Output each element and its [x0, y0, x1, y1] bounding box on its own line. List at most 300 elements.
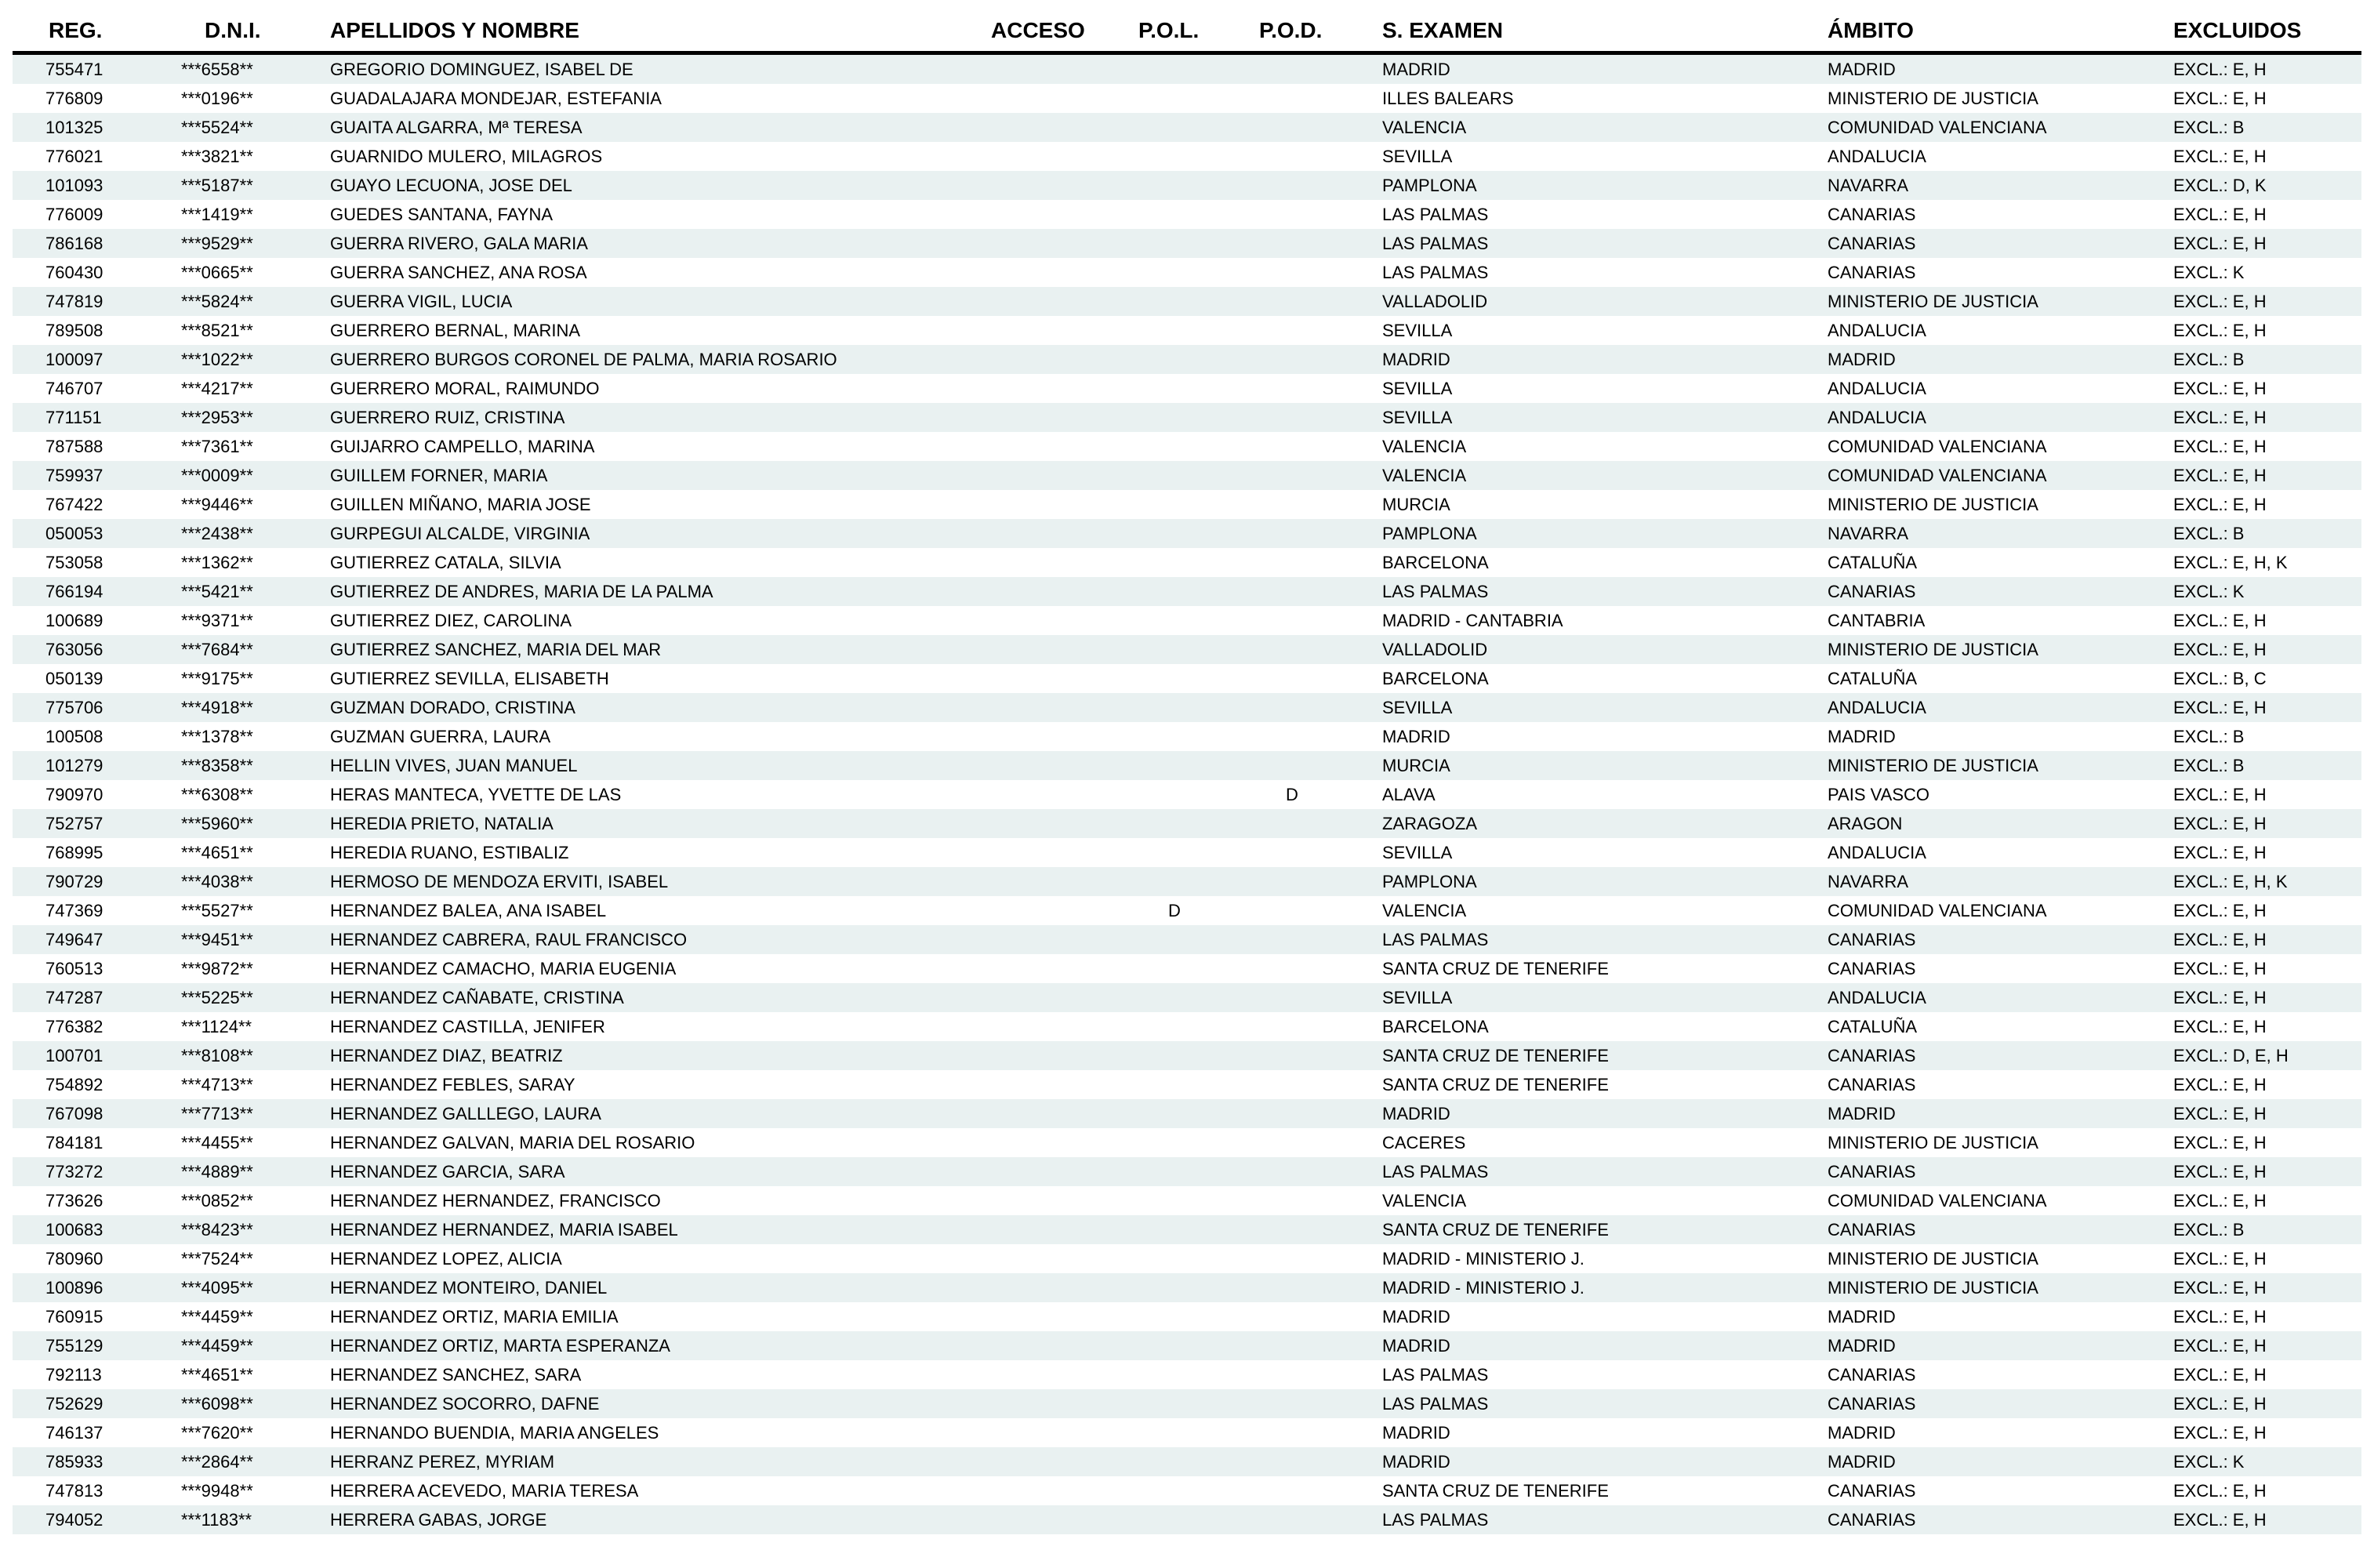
cell-acceso: [969, 809, 1118, 838]
cell-pol: [1118, 519, 1236, 548]
cell-examen: ZARAGOZA: [1382, 814, 1478, 833]
cell-examen: BARCELONA: [1382, 1017, 1489, 1036]
cell-pod: [1236, 983, 1353, 1012]
cell-dni: ***9948**: [181, 1481, 253, 1501]
cell-examen: MADRID: [1382, 727, 1450, 746]
cell-pol: [1118, 548, 1236, 577]
table-row: [13, 1244, 2361, 1273]
cell-acceso: [969, 896, 1118, 925]
cell-name: HEREDIA RUANO, ESTIBALIZ: [330, 843, 569, 862]
cell-acceso: [969, 1360, 1118, 1389]
cell-pod: [1236, 664, 1353, 693]
cell-pod: [1236, 867, 1353, 896]
cell-pod: [1236, 142, 1353, 171]
cell-dni: ***5524**: [181, 118, 253, 137]
cell-examen: ALAVA: [1382, 785, 1436, 804]
cell-pod: [1236, 1331, 1353, 1360]
cell-ambito: CANARIAS: [1828, 263, 1916, 282]
cell-pod: [1236, 1157, 1353, 1186]
cell-examen: SANTA CRUZ DE TENERIFE: [1382, 959, 1609, 978]
cell-pod: [1236, 432, 1353, 461]
cell-dni: ***4713**: [181, 1075, 253, 1094]
cell-pod: [1236, 1418, 1353, 1447]
cell-excluidos: EXCL.: E, H: [2173, 205, 2267, 224]
cell-ambito: CANARIAS: [1828, 959, 1916, 978]
cell-ambito: PAIS VASCO: [1828, 785, 1930, 804]
cell-pol: [1118, 1360, 1236, 1389]
cell-name: GUERRERO RUIZ, CRISTINA: [330, 408, 565, 427]
cell-reg: 784181: [45, 1133, 103, 1152]
cell-name: HERNANDEZ CAMACHO, MARIA EUGENIA: [330, 959, 677, 978]
cell-pol: [1118, 287, 1236, 316]
cell-pol: [1118, 1157, 1236, 1186]
cell-dni: ***7713**: [181, 1104, 253, 1123]
cell-name: GUAYO LECUONA, JOSE DEL: [330, 176, 572, 195]
cell-pod: [1236, 316, 1353, 345]
cell-name: HERNANDEZ CABRERA, RAUL FRANCISCO: [330, 930, 688, 949]
table-row: [13, 374, 2361, 403]
cell-acceso: [969, 635, 1118, 664]
cell-ambito: MINISTERIO DE JUSTICIA: [1828, 1249, 2038, 1269]
cell-dni: ***2953**: [181, 408, 253, 427]
cell-reg: 050053: [45, 524, 103, 543]
cell-acceso: [969, 1505, 1118, 1534]
cell-reg: 100896: [45, 1278, 103, 1298]
cell-excluidos: EXCL.: E, H: [2173, 785, 2267, 804]
cell-acceso: [969, 287, 1118, 316]
cell-reg: 755471: [45, 60, 103, 79]
cell-name: GUTIERREZ DIEZ, CAROLINA: [330, 611, 572, 630]
cell-ambito: CANARIAS: [1828, 234, 1916, 253]
cell-acceso: [969, 345, 1118, 374]
cell-excluidos: EXCL.: E, H: [2173, 1191, 2267, 1210]
column-header-pod: P.O.D.: [1236, 0, 1353, 53]
table-row: [13, 896, 2361, 925]
cell-pod: [1236, 229, 1353, 258]
cell-name: HERNANDEZ BALEA, ANA ISABEL: [330, 901, 607, 920]
cell-acceso: [969, 954, 1118, 983]
cell-ambito: MADRID: [1828, 60, 1896, 79]
table-row: [13, 983, 2361, 1012]
table-body: [13, 53, 2361, 1535]
cell-dni: ***8521**: [181, 321, 253, 340]
cell-acceso: [969, 1099, 1118, 1128]
cell-excluidos: EXCL.: E, H: [2173, 466, 2267, 485]
cell-dni: ***1124**: [181, 1017, 252, 1036]
cell-reg: 759937: [45, 466, 103, 485]
cell-dni: ***6558**: [181, 60, 253, 79]
cell-name: GUTIERREZ SEVILLA, ELISABETH: [330, 669, 609, 688]
cell-acceso: [969, 1244, 1118, 1273]
cell-pod: [1236, 925, 1353, 954]
registry-table: [13, 0, 2361, 1534]
cell-acceso: [969, 1041, 1118, 1070]
cell-reg: 100683: [45, 1220, 103, 1240]
cell-ambito: MADRID: [1828, 1104, 1896, 1123]
cell-ambito: CANARIAS: [1828, 930, 1916, 949]
table-row: [13, 577, 2361, 606]
cell-ambito: MINISTERIO DE JUSTICIA: [1828, 292, 2038, 311]
cell-pol: [1118, 1070, 1236, 1099]
cell-name: HERNANDEZ SOCORRO, DAFNE: [330, 1394, 600, 1414]
cell-pol: [1118, 171, 1236, 200]
cell-examen: VALLADOLID: [1382, 292, 1488, 311]
cell-pol: [1118, 954, 1236, 983]
table-row: [13, 84, 2361, 113]
cell-examen: SANTA CRUZ DE TENERIFE: [1382, 1046, 1609, 1065]
cell-pod: [1236, 1128, 1353, 1157]
cell-pol: [1118, 1476, 1236, 1505]
cell-reg: 790729: [45, 872, 103, 891]
cell-ambito: COMUNIDAD VALENCIANA: [1828, 437, 2047, 456]
cell-ambito: CANARIAS: [1828, 1162, 1916, 1181]
cell-reg: 752629: [45, 1394, 103, 1414]
cell-pol: [1118, 53, 1236, 85]
cell-pod: [1236, 838, 1353, 867]
table-row: [13, 432, 2361, 461]
cell-pod: [1236, 1012, 1353, 1041]
cell-dni: ***1022**: [181, 350, 253, 369]
cell-reg: 773272: [45, 1162, 103, 1181]
cell-pol: [1118, 345, 1236, 374]
table-row: [13, 113, 2361, 142]
cell-name: HERNANDEZ SANCHEZ, SARA: [330, 1365, 582, 1385]
table-row: [13, 403, 2361, 432]
cell-excluidos: EXCL.: E, H: [2173, 1162, 2267, 1181]
cell-examen: LAS PALMAS: [1382, 1162, 1489, 1181]
cell-ambito: MINISTERIO DE JUSTICIA: [1828, 495, 2038, 514]
cell-excluidos: EXCL.: E, H: [2173, 495, 2267, 514]
cell-acceso: [969, 1070, 1118, 1099]
cell-excluidos: EXCL.: E, H: [2173, 292, 2267, 311]
cell-examen: MADRID - MINISTERIO J.: [1382, 1278, 1584, 1298]
cell-dni: ***1183**: [181, 1510, 252, 1530]
cell-examen: SEVILLA: [1382, 147, 1453, 166]
cell-name: GUTIERREZ SANCHEZ, MARIA DEL MAR: [330, 640, 662, 659]
cell-examen: SEVILLA: [1382, 408, 1453, 427]
cell-name: HERNANDEZ GARCIA, SARA: [330, 1162, 565, 1181]
cell-pod: [1236, 693, 1353, 722]
cell-dni: ***0196**: [181, 89, 253, 108]
cell-excluidos: EXCL.: E, H: [2173, 437, 2267, 456]
cell-name: GUZMAN DORADO, CRISTINA: [330, 698, 575, 717]
cell-reg: 776021: [45, 147, 103, 166]
cell-pod: [1236, 345, 1353, 374]
cell-name: GUTIERREZ CATALA, SILVIA: [330, 553, 561, 572]
cell-pol: [1118, 1389, 1236, 1418]
cell-pod: [1236, 954, 1353, 983]
cell-examen: LAS PALMAS: [1382, 263, 1489, 282]
cell-pol: [1118, 1505, 1236, 1534]
cell-excluidos: EXCL.: E, H, K: [2173, 553, 2288, 572]
cell-pol: [1118, 1128, 1236, 1157]
cell-examen: SANTA CRUZ DE TENERIFE: [1382, 1075, 1609, 1094]
cell-excluidos: EXCL.: E, H: [2173, 611, 2267, 630]
cell-dni: ***4889**: [181, 1162, 253, 1181]
cell-reg: 767422: [45, 495, 103, 514]
cell-dni: ***5960**: [181, 814, 253, 833]
cell-excluidos: EXCL.: K: [2173, 582, 2245, 601]
cell-examen: SEVILLA: [1382, 843, 1453, 862]
cell-pol: [1118, 1012, 1236, 1041]
table-row: [13, 142, 2361, 171]
table-row: [13, 53, 2361, 85]
cell-excluidos: EXCL.: E, H: [2173, 1423, 2267, 1443]
cell-dni: ***9446**: [181, 495, 253, 514]
cell-pod: [1236, 1476, 1353, 1505]
cell-pol: [1118, 1447, 1236, 1476]
cell-dni: ***5527**: [181, 901, 253, 920]
cell-ambito: CANARIAS: [1828, 1075, 1916, 1094]
cell-ambito: ANDALUCIA: [1828, 843, 1926, 862]
cell-excluidos: EXCL.: E, H: [2173, 930, 2267, 949]
cell-acceso: [969, 577, 1118, 606]
cell-reg: 746137: [45, 1423, 103, 1443]
cell-examen: VALLADOLID: [1382, 640, 1488, 659]
cell-reg: 786168: [45, 234, 103, 253]
cell-excluidos: EXCL.: K: [2173, 263, 2245, 282]
cell-examen: MADRID: [1382, 1452, 1450, 1472]
cell-name: HERNANDEZ CASTILLA, JENIFER: [330, 1017, 605, 1036]
cell-ambito: MADRID: [1828, 350, 1896, 369]
cell-name: GUERRERO BURGOS CORONEL DE PALMA, MARIA ROSARIO: [330, 350, 837, 369]
cell-pol: [1118, 1244, 1236, 1273]
cell-ambito: CANARIAS: [1828, 1394, 1916, 1414]
cell-name: GUILLEM FORNER, MARIA: [330, 466, 548, 485]
cell-pol: [1118, 780, 1236, 809]
cell-reg: 100097: [45, 350, 103, 369]
cell-acceso: [969, 722, 1118, 751]
cell-examen: MURCIA: [1382, 495, 1450, 514]
cell-reg: 760513: [45, 959, 103, 978]
cell-ambito: CATALUÑA: [1828, 1017, 1918, 1036]
cell-examen: SANTA CRUZ DE TENERIFE: [1382, 1481, 1609, 1501]
table-row: [13, 1099, 2361, 1128]
cell-acceso: [969, 229, 1118, 258]
cell-pol: [1118, 1418, 1236, 1447]
cell-ambito: CANARIAS: [1828, 205, 1916, 224]
cell-name: HERNANDEZ MONTEIRO, DANIEL: [330, 1278, 608, 1298]
cell-examen: PAMPLONA: [1382, 524, 1477, 543]
cell-pod: [1236, 84, 1353, 113]
cell-excluidos: EXCL.: E, H: [2173, 1075, 2267, 1094]
cell-pod: [1236, 258, 1353, 287]
cell-ambito: MADRID: [1828, 1307, 1896, 1327]
cell-name: HERNANDEZ HERNANDEZ, FRANCISCO: [330, 1191, 661, 1210]
cell-pol: [1118, 1302, 1236, 1331]
cell-reg: 776809: [45, 89, 103, 108]
table-row: [13, 606, 2361, 635]
cell-dni: ***9451**: [181, 930, 253, 949]
cell-dni: ***4918**: [181, 698, 253, 717]
cell-ambito: ANDALUCIA: [1828, 321, 1926, 340]
cell-reg: 747369: [45, 901, 103, 920]
table-row: [13, 519, 2361, 548]
cell-dni: ***4095**: [181, 1278, 253, 1298]
cell-reg: 760915: [45, 1307, 103, 1327]
cell-pol: [1118, 1041, 1236, 1070]
cell-reg: 754892: [45, 1075, 103, 1094]
cell-excluidos: EXCL.: E, H: [2173, 89, 2267, 108]
cell-pol: [1118, 258, 1236, 287]
cell-reg: 780960: [45, 1249, 103, 1269]
cell-examen: CACERES: [1382, 1133, 1466, 1152]
table-row: [13, 722, 2361, 751]
cell-pod: [1236, 1186, 1353, 1215]
cell-dni: ***7524**: [181, 1249, 253, 1269]
cell-reg: 752757: [45, 814, 103, 833]
cell-pol: [1118, 200, 1236, 229]
cell-examen: SANTA CRUZ DE TENERIFE: [1382, 1220, 1609, 1240]
cell-name: GUERRERO MORAL, RAIMUNDO: [330, 379, 600, 398]
cell-excluidos: EXCL.: B: [2173, 756, 2245, 775]
cell-pod: [1236, 1302, 1353, 1331]
cell-acceso: [969, 1389, 1118, 1418]
cell-name: GUEDES SANTANA, FAYNA: [330, 205, 554, 224]
cell-name: HERNANDO BUENDIA, MARIA ANGELES: [330, 1423, 659, 1443]
cell-pol: [1118, 983, 1236, 1012]
cell-reg: 771151: [45, 408, 102, 427]
table-row: [13, 229, 2361, 258]
cell-dni: ***7361**: [181, 437, 253, 456]
cell-dni: ***2438**: [181, 524, 253, 543]
table-row: [13, 1157, 2361, 1186]
cell-reg: 785933: [45, 1452, 103, 1472]
cell-ambito: NAVARRA: [1828, 872, 1909, 891]
cell-examen: LAS PALMAS: [1382, 930, 1489, 949]
table-row: [13, 838, 2361, 867]
cell-pol: [1118, 751, 1236, 780]
cell-reg: 763056: [45, 640, 103, 659]
table-row: [13, 780, 2361, 809]
cell-pod: [1236, 577, 1353, 606]
table-row: [13, 548, 2361, 577]
cell-excluidos: EXCL.: E, H: [2173, 640, 2267, 659]
cell-excluidos: EXCL.: E, H: [2173, 1394, 2267, 1414]
cell-excluidos: EXCL.: E, H: [2173, 1017, 2267, 1036]
cell-pod: [1236, 403, 1353, 432]
cell-examen: LAS PALMAS: [1382, 1510, 1489, 1530]
column-header-pol: P.O.L.: [1118, 0, 1236, 53]
table-row: [13, 1389, 2361, 1418]
cell-pod: [1236, 548, 1353, 577]
cell-dni: ***0852**: [181, 1191, 253, 1210]
table-row: [13, 1215, 2361, 1244]
cell-pol: [1118, 838, 1236, 867]
cell-acceso: [969, 171, 1118, 200]
cell-dni: ***1419**: [181, 205, 253, 224]
cell-name: HERNANDEZ ORTIZ, MARIA EMILIA: [330, 1307, 619, 1327]
cell-dni: ***4459**: [181, 1307, 253, 1327]
cell-pod: [1236, 1215, 1353, 1244]
cell-excluidos: EXCL.: E, H: [2173, 843, 2267, 862]
column-header-apellidos-nombre: APELLIDOS Y NOMBRE: [307, 0, 969, 53]
cell-examen: MADRID: [1382, 1307, 1450, 1327]
cell-acceso: [969, 1215, 1118, 1244]
cell-acceso: [969, 838, 1118, 867]
cell-pol: [1118, 664, 1236, 693]
cell-name: GUARNIDO MULERO, MILAGROS: [330, 147, 603, 166]
table-row: [13, 635, 2361, 664]
cell-excluidos: EXCL.: E, H: [2173, 901, 2267, 920]
cell-pol: [1118, 229, 1236, 258]
cell-excluidos: EXCL.: E, H, K: [2173, 872, 2288, 891]
cell-excluidos: EXCL.: E, H: [2173, 408, 2267, 427]
cell-excluidos: EXCL.: E, H: [2173, 234, 2267, 253]
cell-name: HERMOSO DE MENDOZA ERVITI, ISABEL: [330, 872, 669, 891]
cell-pol: [1118, 1273, 1236, 1302]
cell-ambito: CANARIAS: [1828, 1510, 1916, 1530]
cell-acceso: [969, 867, 1118, 896]
cell-excluidos: EXCL.: E, H: [2173, 988, 2267, 1007]
cell-excluidos: EXCL.: B: [2173, 350, 2245, 369]
cell-examen: SEVILLA: [1382, 321, 1453, 340]
cell-excluidos: EXCL.: E, H: [2173, 1365, 2267, 1385]
cell-ambito: MADRID: [1828, 1452, 1896, 1472]
cell-examen: MADRID: [1382, 1336, 1450, 1356]
cell-dni: ***8108**: [181, 1046, 253, 1065]
column-header-ambito: ÁMBITO: [1800, 0, 2145, 53]
cell-examen: VALENCIA: [1382, 466, 1467, 485]
cell-name: GUERRERO BERNAL, MARINA: [330, 321, 581, 340]
cell-excluidos: EXCL.: E, H: [2173, 1278, 2267, 1298]
table-row: [13, 345, 2361, 374]
cell-name: HERRANZ PEREZ, MYRIAM: [330, 1452, 555, 1472]
cell-dni: ***7620**: [181, 1423, 253, 1443]
cell-excluidos: EXCL.: B: [2173, 118, 2245, 137]
cell-ambito: CANTABRIA: [1828, 611, 1926, 630]
cell-dni: ***8358**: [181, 756, 253, 775]
cell-pol: [1118, 809, 1236, 838]
cell-pod: [1236, 635, 1353, 664]
cell-excluidos: EXCL.: B, C: [2173, 669, 2267, 688]
cell-excluidos: EXCL.: E, H: [2173, 1307, 2267, 1327]
cell-dni: ***9175**: [181, 669, 253, 688]
cell-name: GUADALAJARA MONDEJAR, ESTEFANIA: [330, 89, 662, 108]
table-row: [13, 751, 2361, 780]
cell-dni: ***4217**: [181, 379, 253, 398]
table-row: [13, 200, 2361, 229]
cell-name: HELLIN VIVES, JUAN MANUEL: [330, 756, 578, 775]
cell-ambito: CANARIAS: [1828, 1220, 1916, 1240]
cell-reg: 755129: [45, 1336, 103, 1356]
cell-excluidos: EXCL.: E, H: [2173, 321, 2267, 340]
table-row: [13, 490, 2361, 519]
column-header-dni: D.N.I.: [158, 0, 307, 53]
cell-reg: 100508: [45, 727, 103, 746]
cell-pol: [1118, 1099, 1236, 1128]
cell-examen: PAMPLONA: [1382, 872, 1477, 891]
cell-pol: [1118, 403, 1236, 432]
cell-reg: 746707: [45, 379, 103, 398]
cell-dni: ***5187**: [181, 176, 253, 195]
cell-acceso: [969, 1476, 1118, 1505]
cell-examen: SEVILLA: [1382, 988, 1453, 1007]
cell-ambito: MADRID: [1828, 1423, 1896, 1443]
cell-acceso: [969, 1186, 1118, 1215]
cell-acceso: [969, 751, 1118, 780]
cell-excluidos: EXCL.: E, H: [2173, 379, 2267, 398]
cell-excluidos: EXCL.: E, H: [2173, 147, 2267, 166]
column-header-s-examen: S. EXAMEN: [1353, 0, 1800, 53]
cell-acceso: [969, 1331, 1118, 1360]
cell-name: GUZMAN GUERRA, LAURA: [330, 727, 551, 746]
cell-dni: ***3821**: [181, 147, 253, 166]
cell-dni: ***0009**: [181, 466, 253, 485]
cell-dni: ***5824**: [181, 292, 253, 311]
cell-dni: ***2864**: [181, 1452, 253, 1472]
cell-name: HERNANDEZ HERNANDEZ, MARIA ISABEL: [330, 1220, 678, 1240]
